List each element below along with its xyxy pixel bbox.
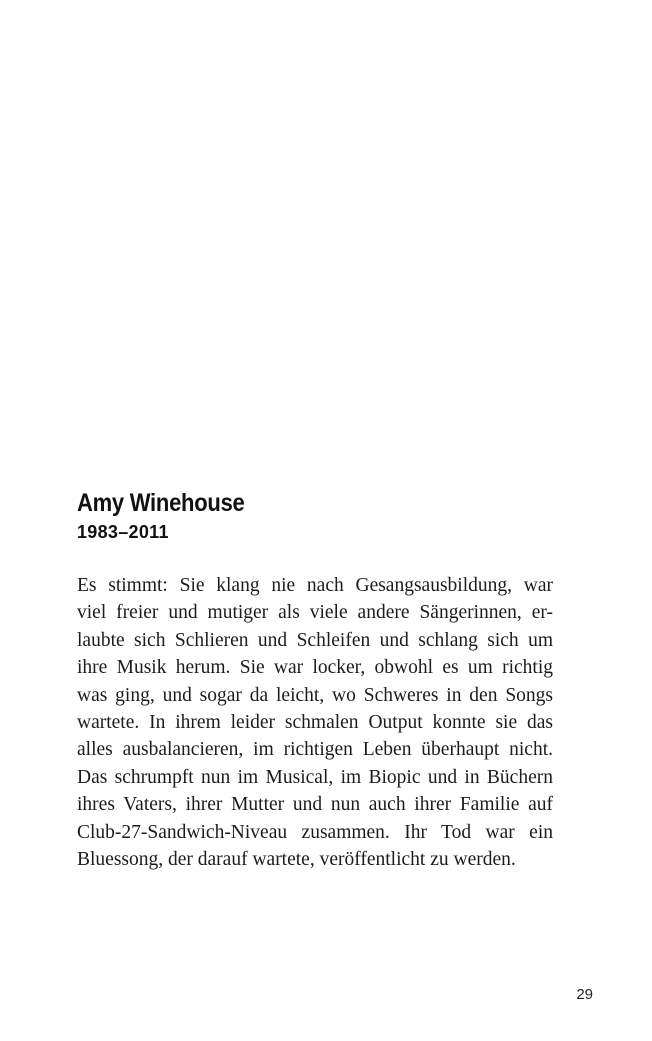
body-line: laubte sich Schlieren und Schleifen und schlang sich um xyxy=(77,629,553,651)
body-line: Es stimmt: Sie klang nie nach Gesangsausbildung, war xyxy=(77,575,553,596)
body-line: viel freier und mutiger als viele andere Sängerinnen, er- xyxy=(77,602,553,624)
entry-body xyxy=(77,572,553,873)
body-line: wartete. In ihrem leider schmalen Output konnte sie das xyxy=(77,711,553,733)
body-line: ihres Vaters, ihrer Mutter und nun auch ihrer Familie auf xyxy=(77,794,553,816)
body-line: was ging, und sogar da leicht, wo Schweres in den Songs xyxy=(77,684,553,706)
body-line: alles ausbalancieren, im richtigen Leben überhaupt nicht. xyxy=(77,739,553,761)
entry-title: Amy Winehouse xyxy=(77,489,245,517)
body-line: Bluessong, der darauf wartete, veröffentlicht zu werden. xyxy=(77,848,516,870)
body-line: Das schrumpft nun im Musical, im Biopic und in Büchern xyxy=(77,766,553,788)
body-line: Club-27-Sandwich-Niveau zusammen. Ihr Tod war ein xyxy=(77,821,553,843)
page-number: 29 xyxy=(576,986,593,1003)
body-line: ihre Musik herum. Sie war locker, obwohl es um richtig xyxy=(77,657,553,679)
entry-years: 1983–2011 xyxy=(77,522,169,542)
